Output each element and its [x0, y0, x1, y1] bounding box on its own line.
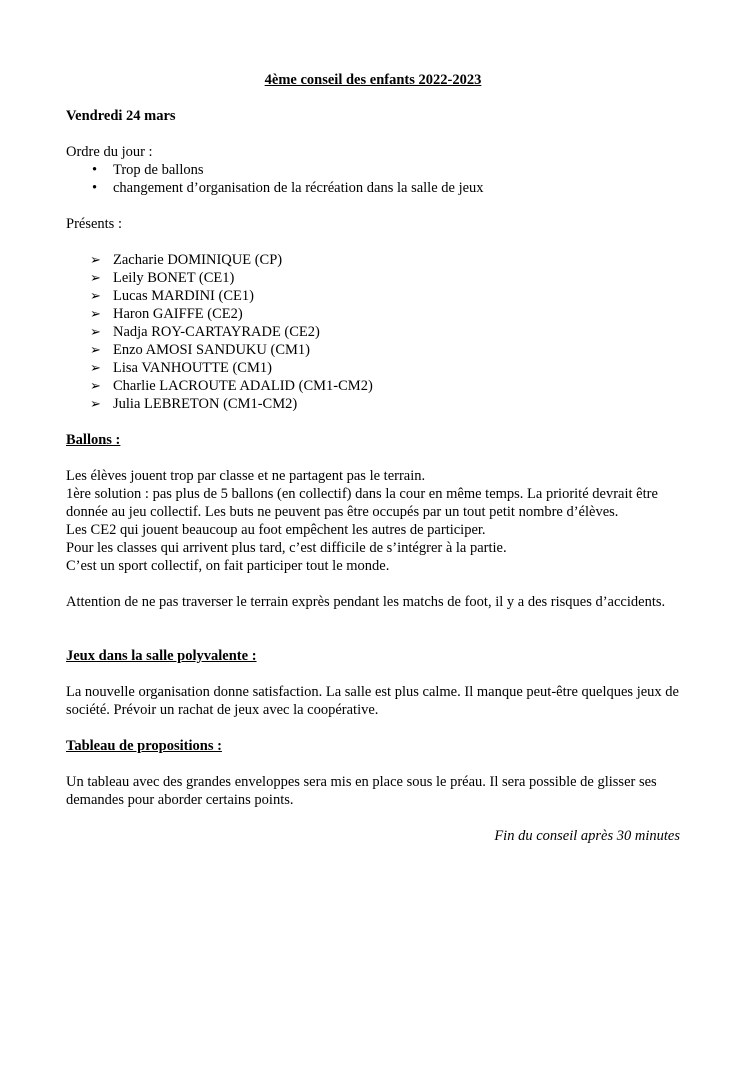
- agenda-list: [66, 161, 680, 197]
- arrow-bullet-icon: ➢: [90, 288, 101, 303]
- agenda-item: [66, 161, 680, 179]
- closing-note: Fin du conseil après 30 minutes: [494, 828, 680, 844]
- arrow-bullet-icon: ➢: [90, 360, 101, 375]
- jeux-paragraph: La nouvelle organisation donne satisfaction. La salle est plus calme. Il manque peut-être quelques jeux de société. Prévoir un rachat de jeux avec la coopérative.: [66, 684, 679, 718]
- agenda-item-text: changement d’organisation de la récréation dans la salle de jeux: [113, 180, 484, 196]
- presents-item-text: Lucas MARDINI (CE1): [113, 288, 254, 304]
- presents-item-text: Nadja ROY-CARTAYRADE (CE2): [113, 324, 320, 340]
- presents-label: Présents :: [66, 216, 122, 232]
- arrow-bullet-icon: ➢: [90, 378, 101, 393]
- presents-item: [66, 251, 680, 269]
- presents-item-text: Leily BONET (CE1): [113, 270, 235, 286]
- section-heading-tableau: Tableau de propositions :: [66, 738, 222, 754]
- presents-item-text: Enzo AMOSI SANDUKU (CM1): [113, 342, 310, 358]
- paragraph-line: Les CE2 qui jouent beaucoup au foot empêchent les autres de participer.: [66, 522, 486, 538]
- presents-item-text: Haron GAIFFE (CE2): [113, 306, 243, 322]
- presents-item: [66, 305, 680, 323]
- tableau-paragraph: Un tableau avec des grandes enveloppes sera mis en place sous le préau. Il sera possible de glisser ses demandes pour aborder certains points.: [66, 774, 657, 808]
- paragraph-line: Les élèves jouent trop par classe et ne partagent pas le terrain.: [66, 468, 426, 484]
- presents-item: [66, 323, 680, 341]
- arrow-bullet-icon: ➢: [90, 306, 101, 321]
- presents-item: [66, 359, 680, 377]
- presents-item: [66, 341, 680, 359]
- arrow-bullet-icon: ➢: [90, 396, 101, 411]
- presents-item-text: Zacharie DOMINIQUE (CP): [113, 252, 283, 268]
- arrow-bullet-icon: ➢: [90, 324, 101, 339]
- presents-item: [66, 287, 680, 305]
- presents-item-text: Charlie LACROUTE ADALID (CM1-CM2): [113, 378, 373, 394]
- bullet-dot-icon: •: [92, 180, 98, 196]
- ballons-warning: Attention de ne pas traverser le terrain exprès pendant les matchs de foot, il y a des risques d’accidents.: [66, 594, 666, 610]
- agenda-item-text: Trop de ballons: [113, 162, 204, 178]
- page-title: 4ème conseil des enfants 2022-2023: [264, 72, 482, 88]
- presents-item: [66, 377, 680, 395]
- paragraph-line: Pour les classes qui arrivent plus tard, c’est difficile de s’intégrer à la partie.: [66, 540, 507, 556]
- presents-item-text: Lisa VANHOUTTE (CM1): [113, 360, 272, 376]
- arrow-bullet-icon: ➢: [90, 270, 101, 285]
- meeting-date: Vendredi 24 mars: [66, 108, 176, 124]
- arrow-bullet-icon: ➢: [90, 252, 101, 267]
- presents-item: [66, 395, 680, 413]
- arrow-bullet-icon: ➢: [90, 342, 101, 357]
- agenda-label: Ordre du jour :: [66, 144, 153, 160]
- section-heading-jeux: Jeux dans la salle polyvalente :: [66, 648, 257, 664]
- section-heading-ballons: Ballons :: [66, 432, 121, 448]
- agenda-item: [66, 179, 680, 197]
- paragraph-line: 1ère solution : pas plus de 5 ballons (en collectif) dans la cour en même temps. La priorité devrait être donnée au jeu collectif. Les buts ne peuvent pas être occupés par un tout petit nombre d’élèves.: [66, 486, 658, 520]
- presents-item-text: Julia LEBRETON (CM1-CM2): [113, 396, 298, 412]
- presents-item: [66, 269, 680, 287]
- bullet-dot-icon: •: [92, 162, 98, 178]
- paragraph-line: C’est un sport collectif, on fait participer tout le monde.: [66, 558, 390, 574]
- presents-list: [66, 251, 680, 413]
- ballons-paragraph: [66, 467, 680, 575]
